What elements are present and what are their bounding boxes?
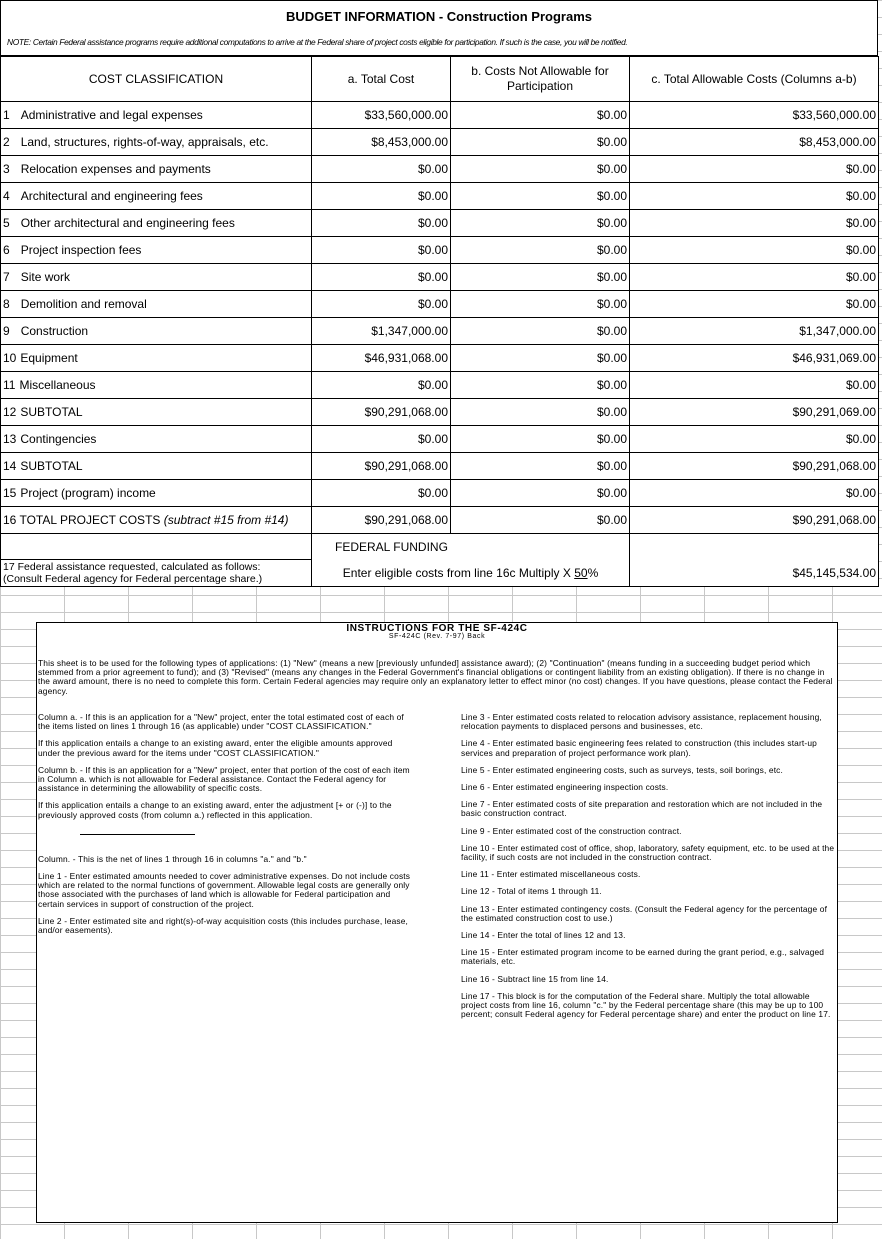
total-cost-cell[interactable]: $90,291,068.00 [312,507,451,534]
instructions-subtitle: SF-424C (Rev. 7-97) Back [388,633,486,640]
total-cost-cell[interactable]: $8,453,000.00 [312,129,451,156]
row-17-line2: (Consult Federal agency for Federal percentage share.) [3,573,263,585]
row-number: 4 [3,189,10,203]
row-17-line1 [3,561,309,573]
divider-line [80,834,195,835]
row-label-cell [1,399,312,426]
row-label-cell [1,237,312,264]
total-cost-cell[interactable]: $1,347,000.00 [312,318,451,345]
instruction-paragraph: Line 17 - This block is for the computation of the Federal share. Multiply the total allowable project costs from line 16, column "c." by the Federal percentage share (this may be up to 100 percent; consult Federal agency for Federal percentage share) and enter the product on line 17. [461,990,831,1020]
row-label-cell [1,129,312,156]
allowable-cell[interactable]: $0.00 [630,372,879,399]
row-label: Relocation expenses and payments [20,162,211,176]
not-allowable-cell[interactable]: $0.00 [451,129,630,156]
budget-sheet [0,0,878,587]
row-label: Miscellaneous [19,378,96,392]
instruction-paragraph: If this application entails a change to an existing award, enter the eligible amounts approved under the previous award for the items under "COST CLASSIFICATION." [38,738,393,758]
row-number: 13 [3,432,17,446]
calc-instruction: Enter eligible costs from line 16c Multiply X [342,565,575,580]
row-label: Administrative and legal expenses [20,108,203,122]
row-label-cell [1,480,312,507]
not-allowable-cell[interactable]: $0.00 [451,156,630,183]
row-label: Project inspection fees [20,243,142,257]
table-row [1,453,879,480]
federal-assistance-row [1,560,879,587]
instructions-box [36,622,838,1223]
federal-funding-row [1,534,879,560]
row-label: Site work [20,270,71,284]
total-cost-cell[interactable]: $0.00 [312,291,451,318]
instruction-paragraph: If this application entails a change to an existing award, enter the adjustment [+ or (-)] to the previously approved costs (from column a.) reflected in this application. [38,800,392,820]
table-row [1,237,879,264]
instruction-paragraph: Line 11 - Enter estimated miscellaneous costs. [461,869,641,880]
allowable-cell[interactable]: $90,291,068.00 [630,453,879,480]
row-label: Contingencies [20,432,97,446]
not-allowable-cell[interactable]: $0.00 [451,102,630,129]
not-allowable-cell[interactable]: $0.00 [451,480,630,507]
row-label-cell [1,264,312,291]
table-row [1,345,879,372]
instruction-paragraph: Line 9 - Enter estimated cost of the construction contract. [461,825,682,836]
percent-sign: % [587,565,599,580]
row-label-cell [1,102,312,129]
instruction-paragraph: Line 15 - Enter estimated program income to be earned during the grant period, e.g., salvaged materials, etc. [461,947,825,967]
row-label: Architectural and engineering fees [20,189,203,203]
row-number: 12 [3,405,17,419]
allowable-cell[interactable]: $0.00 [630,237,879,264]
row-number: 14 [3,459,17,473]
instruction-paragraph: Column. - This is the net of lines 1 through 16 in columns "a." and "b." [38,853,307,864]
allowable-cell[interactable]: $0.00 [630,480,879,507]
row-number: 11 [3,378,16,392]
not-allowable-cell[interactable]: $0.00 [451,507,630,534]
allowable-cell[interactable]: $0.00 [630,291,879,318]
row-label: Project (program) income [20,486,156,500]
instruction-paragraph: Line 16 - Subtract line 15 from line 14. [461,973,609,984]
instruction-paragraph: Line 3 - Enter estimated costs related to relocation advisory assistance, replacement housing, relocation payments to displaced persons and businesses, etc. [461,712,822,732]
total-cost-cell[interactable]: $0.00 [312,480,451,507]
row-label: Federal assistance requested, calculated as follows: [17,561,261,573]
row-number: 17 [3,561,15,573]
federal-funding-label: FEDERAL FUNDING [312,534,630,560]
instruction-paragraph: Line 10 - Enter estimated cost of office, shop, laboratory, safety equipment, etc. to be used at the facility, if such costs are not included in the construction contract. [461,842,835,863]
row-label: TOTAL PROJECT COSTS [19,513,161,527]
not-allowable-cell[interactable]: $0.00 [451,237,630,264]
total-cost-cell[interactable]: $0.00 [312,237,451,264]
row-label-cell [1,210,312,237]
not-allowable-cell[interactable]: $0.00 [451,426,630,453]
row-label-cell [1,560,312,587]
blank-cell [630,534,879,560]
row-number: 15 [3,486,17,500]
header-total-cost: a. Total Cost [312,57,451,102]
instructions-title: INSTRUCTIONS FOR THE SF-424C [346,623,528,634]
row-number: 10 [3,351,17,365]
table-row [1,156,879,183]
allowable-cell[interactable]: $0.00 [630,264,879,291]
budget-table [0,56,879,587]
row-label: Demolition and removal [20,297,147,311]
total-cost-cell[interactable]: $46,931,068.00 [312,345,451,372]
instruction-paragraph: Line 6 - Enter estimated engineering inspection costs. [461,782,669,793]
instruction-paragraph: Line 2 - Enter estimated site and right(s)-of-way acquisition costs (this includes purchase, lease, and/or easements). [38,915,409,936]
row-label-cell [1,318,312,345]
total-cost-cell[interactable]: $0.00 [312,426,451,453]
not-allowable-cell[interactable]: $0.00 [451,210,630,237]
header-allowable: c. Total Allowable Costs (Columns a-b) [630,57,879,102]
header-not-allowable: b. Costs Not Allowable for Participation [451,57,630,102]
allowable-cell[interactable]: $90,291,068.00 [630,507,879,534]
instruction-paragraph: Line 7 - Enter estimated costs of site preparation and restoration which are not included in the basic construction contract. [461,799,823,819]
row-number: 5 [3,216,10,230]
total-cost-cell[interactable]: $0.00 [312,183,451,210]
table-row [1,372,879,399]
total-cost-cell[interactable]: $90,291,068.00 [312,399,451,426]
instruction-paragraph: Line 13 - Enter estimated contingency costs. (Consult the Federal agency for the percentage of the estimated construction cost to use.) [461,903,828,923]
allowable-cell[interactable]: $0.00 [630,156,879,183]
title-row [0,0,878,31]
row-label: Construction [20,324,89,338]
column-header-row [1,57,879,102]
instruction-paragraph: Column b. - If this is an application for a "New" project, enter that portion of the cost of each item in Column a. which is not allowable for Federal assistance. Contact the Federal agency for assistance in determining the allowability of specific costs. [38,764,410,794]
row-label: SUBTOTAL [20,405,83,419]
table-row [1,399,879,426]
total-cost-cell[interactable]: $0.00 [312,156,451,183]
federal-assistance-value[interactable]: $45,145,534.00 [630,560,879,587]
row-label-cell [1,156,312,183]
row-label-cell [1,345,312,372]
row-number: 9 [3,324,10,338]
table-row [1,183,879,210]
allowable-cell[interactable]: $8,453,000.00 [630,129,879,156]
instruction-paragraph: Line 12 - Total of items 1 through 11. [461,886,602,897]
row-label-cell [1,453,312,480]
row-label: Equipment [20,351,78,365]
instructions-intro: This sheet is to be used for the following types of applications: (1) "New" (means a new [previously unfunded] assistance award); (2) "Continuation" (means funding in a succeeding budget period which stemmed from a prior agreement to fund); and (3) "Revised" (means any changes in the Federal Government's financial obligations or contingent liability from an existing obligation). If there is no change in the award amount, there is no need to complete this form. Certain Federal agencies may require only an explanatory letter to effect minor (no cost) changes. If you have questions, please contact the Federal agency. [38,658,833,696]
note-row [0,31,878,56]
allowable-cell[interactable]: $0.00 [630,210,879,237]
not-allowable-cell[interactable]: $0.00 [451,345,630,372]
row-number: 6 [3,243,10,257]
federal-share-calculation [312,560,630,587]
allowable-cell[interactable]: $90,291,069.00 [630,399,879,426]
instruction-paragraph: Line 1 - Enter estimated amounts needed to cover administrative expenses. Do not include costs which are related to the normal functions of government. Allowable legal costs are generally only those associated with the purchases of land which is allowable for Federal participation and certain services in support of construction of the project. [38,871,411,909]
total-cost-cell[interactable]: $0.00 [312,210,451,237]
row-label-cell [1,291,312,318]
table-row [1,318,879,345]
row-label-note: (subtract #15 from #14) [163,513,289,527]
header-cost-classification: COST CLASSIFICATION [1,57,312,102]
blank-cell [1,534,312,560]
table-row [1,129,879,156]
table-row [1,291,879,318]
instructions-left-column [38,713,413,943]
row-number: 1 [3,108,10,122]
row-label: Land, structures, rights-of-way, appraisals, etc. [20,135,269,149]
not-allowable-cell[interactable]: $0.00 [451,399,630,426]
row-label-cell [1,372,312,399]
page-title: BUDGET INFORMATION - Construction Programs [286,9,592,24]
not-allowable-cell[interactable]: $0.00 [451,453,630,480]
row-number: 16 [3,513,17,527]
row-label-cell [1,426,312,453]
instruction-paragraph: Column a. - If this is an application for a "New" project, enter the total estimated cost of each of the items listed on lines 1 through 16 (as applicable) under "COST CLASSIFICATION." [38,712,404,732]
allowable-cell[interactable]: $33,560,000.00 [630,102,879,129]
instruction-paragraph: Line 5 - Enter estimated engineering costs, such as surveys, tests, soil borings, etc. [461,764,783,775]
row-label-cell [1,183,312,210]
not-allowable-cell[interactable]: $0.00 [451,318,630,345]
table-row [1,102,879,129]
table-row [1,210,879,237]
total-cost-cell[interactable]: $0.00 [312,372,451,399]
allowable-cell[interactable]: $0.00 [630,426,879,453]
total-project-costs-row [1,507,879,534]
row-label-cell [1,507,312,534]
instructions-right-column [461,713,836,1027]
row-label: SUBTOTAL [20,459,83,473]
total-cost-cell[interactable]: $0.00 [312,264,451,291]
instruction-paragraph: Line 14 - Enter the total of lines 12 and 13. [461,930,626,941]
row-number: 3 [3,162,10,176]
not-allowable-cell[interactable]: $0.00 [451,264,630,291]
not-allowable-cell[interactable]: $0.00 [451,291,630,318]
federal-percentage[interactable]: 50 [574,565,588,580]
allowable-cell[interactable]: $1,347,000.00 [630,318,879,345]
table-row [1,480,879,507]
row-label: Other architectural and engineering fees [20,216,235,230]
not-allowable-cell[interactable]: $0.00 [451,183,630,210]
instruction-paragraph: Line 4 - Enter estimated basic engineering fees related to construction (this includes start-up services and preparation of project performance work plan). [461,738,817,758]
note-text: NOTE: Certain Federal assistance programs require additional computations to arrive at the Federal share of project costs eligible for participation. If such is the case, you will be notified. [7,37,628,47]
total-cost-cell[interactable]: $33,560,000.00 [312,102,451,129]
total-cost-cell[interactable]: $90,291,068.00 [312,453,451,480]
table-row [1,426,879,453]
allowable-cell[interactable]: $46,931,069.00 [630,345,879,372]
row-number: 8 [3,297,10,311]
table-row [1,264,879,291]
row-number: 7 [3,270,10,284]
row-number: 2 [3,135,10,149]
allowable-cell[interactable]: $0.00 [630,183,879,210]
not-allowable-cell[interactable]: $0.00 [451,372,630,399]
